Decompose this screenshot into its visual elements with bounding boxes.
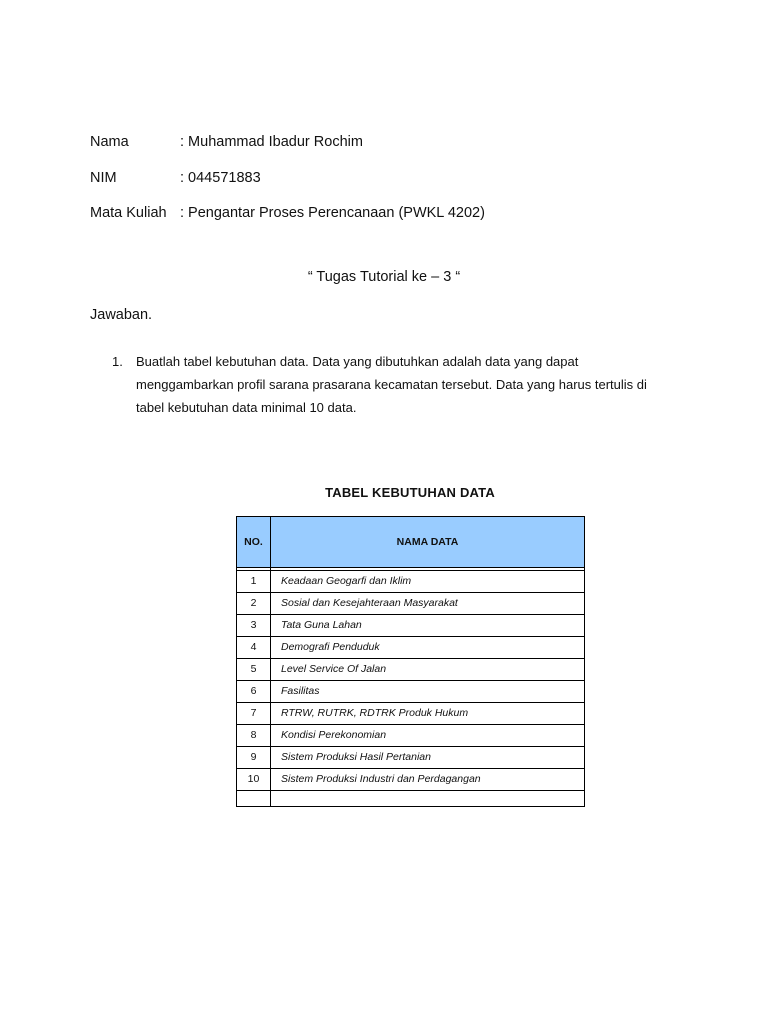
- table-row: [237, 769, 585, 791]
- name-value: : Muhammad Ibadur Rochim: [180, 134, 363, 150]
- row-number: 2: [237, 593, 271, 615]
- assignment-title: “ Tugas Tutorial ke – 3 “: [307, 269, 461, 285]
- table-row: [237, 703, 585, 725]
- nim-value: : 044571883: [180, 170, 261, 186]
- row-number: 1: [237, 571, 271, 593]
- course-value: : Pengantar Proses Perencanaan (PWKL 4202): [180, 205, 485, 221]
- table-row: [237, 747, 585, 769]
- table-row: [237, 637, 585, 659]
- row-data-name: Sistem Produksi Hasil Pertanian: [271, 747, 585, 769]
- header-name: NAMA DATA: [271, 517, 585, 568]
- row-data-name: Sistem Produksi Industri dan Perdagangan: [271, 769, 585, 791]
- row-number: 10: [237, 769, 271, 791]
- row-number: 3: [237, 615, 271, 637]
- table-body: [237, 568, 585, 807]
- table-row: [237, 659, 585, 681]
- answer-label: Jawaban.: [90, 307, 153, 323]
- empty-cell: [271, 791, 585, 807]
- table-title: TABEL KEBUTUHAN DATA: [325, 485, 495, 500]
- row-data-name: Fasilitas: [271, 681, 585, 703]
- question-number: 1.: [112, 354, 123, 369]
- nim-label: NIM: [90, 170, 117, 186]
- course-label: Mata Kuliah: [90, 205, 167, 221]
- question-item: [112, 350, 672, 419]
- row-number: 8: [237, 725, 271, 747]
- row-data-name: Level Service Of Jalan: [271, 659, 585, 681]
- empty-cell: [237, 791, 271, 807]
- header-no: NO.: [237, 517, 271, 568]
- row-data-name: Demografi Penduduk: [271, 637, 585, 659]
- row-number: 9: [237, 747, 271, 769]
- info-row-name: [90, 133, 363, 151]
- row-data-name: Keadaan Geogarfi dan Iklim: [271, 571, 585, 593]
- table-row: [237, 571, 585, 593]
- row-number: 5: [237, 659, 271, 681]
- row-data-name: RTRW, RUTRK, RDTRK Produk Hukum: [271, 703, 585, 725]
- table-row: [237, 615, 585, 637]
- table-row: [237, 593, 585, 615]
- row-number: 7: [237, 703, 271, 725]
- row-data-name: Kondisi Perekonomian: [271, 725, 585, 747]
- data-needs-table: [236, 516, 585, 807]
- table-row: [237, 681, 585, 703]
- row-number: 4: [237, 637, 271, 659]
- row-data-name: Sosial dan Kesejahteraan Masyarakat: [271, 593, 585, 615]
- row-data-name: Tata Guna Lahan: [271, 615, 585, 637]
- table-empty-row: [237, 791, 585, 807]
- table-row: [237, 725, 585, 747]
- info-row-nim: [90, 169, 261, 187]
- info-row-course: [90, 204, 485, 222]
- question-text: Buatlah tabel kebutuhan data. Data yang dibutuhkan adalah data yang dapat menggambarkan profil sarana prasarana kecamatan tersebut. Data yang harus tertulis di tabel kebutuhan data minimal 10 data.: [136, 354, 647, 415]
- row-number: 6: [237, 681, 271, 703]
- name-label: Nama: [90, 134, 129, 150]
- table-header-row: [237, 517, 585, 568]
